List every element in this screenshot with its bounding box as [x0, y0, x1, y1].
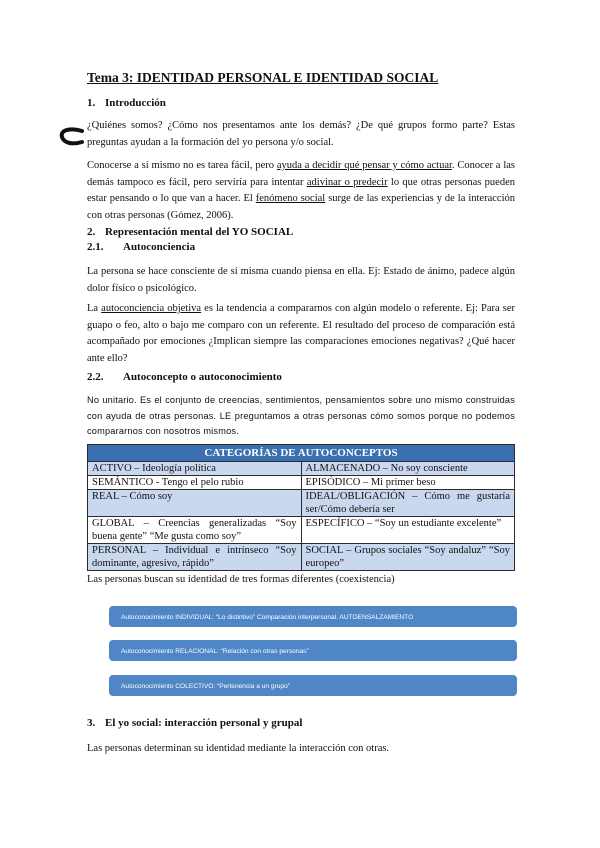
table-row — [88, 544, 515, 571]
section-3-number: 3. — [87, 717, 96, 729]
section-2-number: 2. — [87, 226, 96, 238]
table-cell: SOCIAL – Grupos sociales “Soy andaluz” “Soy europeo” — [301, 544, 515, 571]
section-1-heading — [87, 97, 166, 109]
autoconciencia-paragraph: La persona se hace consciente de sí misma cuando piensa en ella. Ej: Estado de ánimo, padece algún dolor físico o psicológico. — [87, 266, 515, 294]
table-cell: SEMÁNTICO - Tengo el pelo rubio — [88, 476, 302, 490]
table-cell: REAL – Cómo soy — [88, 490, 302, 517]
subsection-2-2-number: 2.2. — [87, 371, 104, 383]
table-cell: ALMACENADO – No soy consciente — [301, 462, 515, 476]
section-3-title: El yo social: interacción personal y grupal — [105, 717, 303, 729]
table-cell: GLOBAL – Creencias generalizadas “Soy buena gente” “Me gusta como soy” — [88, 517, 302, 544]
section-1-number: 1. — [87, 97, 96, 109]
diagram-box-individual: Autoconocimiento INDIVIDUAL: “Lo distintivo” Comparación interpersonal. AUTOENSALZAMIENTO — [108, 605, 518, 628]
subsection-2-1-heading — [87, 241, 195, 253]
table-row — [88, 462, 515, 476]
left-arrow-icon — [58, 125, 84, 149]
section-2-heading — [87, 226, 293, 238]
subsection-2-2-heading — [87, 371, 282, 383]
subsection-2-1-number: 2.1. — [87, 241, 104, 253]
section-1-title: Introducción — [105, 97, 166, 109]
intro-paragraph-2: Conocerse a sí mismo no es tarea fácil, pero ayuda a decidir qué pensar y cómo actuar. Conocer a las demás tampoco es fácil, pero serviría para intentar adivinar o predecir lo que otras personas pueden estar pensando o lo que van a hacer. El fenómeno social surge de las experiencias y de la interacción con otras personas (Gómez, 2006). — [87, 160, 515, 221]
section-3-heading — [87, 717, 302, 729]
table-row — [88, 476, 515, 490]
identity-forms-caption: Las personas buscan su identidad de tres formas diferentes (coexistencia) — [87, 574, 395, 585]
table-cell: IDEAL/OBLIGACIÓN – Cómo me gustaría ser/Cómo debería ser — [301, 490, 515, 517]
table-header: CATEGORÍAS DE AUTOCONCEPTOS — [88, 445, 515, 462]
table-row — [88, 490, 515, 517]
section-3-paragraph: Las personas determinan su identidad mediante la interacción con otras. — [87, 743, 390, 754]
subsection-2-1-title: Autoconciencia — [123, 241, 196, 253]
table-cell: ESPECÍFICO – “Soy un estudiante excelente” — [301, 517, 515, 544]
document-title: Tema 3: IDENTIDAD PERSONAL E IDENTIDAD SOCIAL — [87, 70, 439, 85]
autoconciencia-objetiva-paragraph: La autoconciencia objetiva es la tendencia a compararnos con algún modelo o referente. Ej: Para ser guapo o feo, alto o bajo me comparo con un referente. El resultado del proceso de comparación está acompañado por emociones ¿Implican siempre las comparaciones emociones negativas? ¿Qué hacer ante ello? — [87, 303, 515, 364]
autoconcepto-paragraph: No unitario. Es el conjunto de creencias, sentimientos, pensamientos sobre uno mismo construidas con ayuda de otras personas. LE preguntamos a otras personas cómo somos porque no podemos compararnos con nosotros mismos. — [87, 395, 515, 436]
diagram-box-relacional: Autoconocimiento RELACIONAL: “Relación con otras personas” — [108, 639, 518, 662]
table-cell: EPISÓDICO – Mi primer beso — [301, 476, 515, 490]
section-2-title: Representación mental del YO SOCIAL — [105, 226, 294, 238]
diagram-box-colectivo: Autoconocimiento COLECTIVO: “Pertenencia a un grupo” — [108, 674, 518, 697]
table-row — [88, 517, 515, 544]
table-cell: PERSONAL – Individual e intrínseco “Soy dominante, agresivo, rápido” — [88, 544, 302, 571]
table-cell: ACTIVO – Ideología política — [88, 462, 302, 476]
subsection-2-2-title: Autoconcepto o autoconocimiento — [123, 371, 282, 383]
table-header-row — [88, 445, 515, 462]
intro-paragraph-1: ¿Quiénes somos? ¿Cómo nos presentamos ante los demás? ¿De qué grupos formo parte? Estas preguntas ayudan a la formación del yo persona y/o social. — [87, 120, 515, 148]
categories-table — [87, 444, 515, 571]
